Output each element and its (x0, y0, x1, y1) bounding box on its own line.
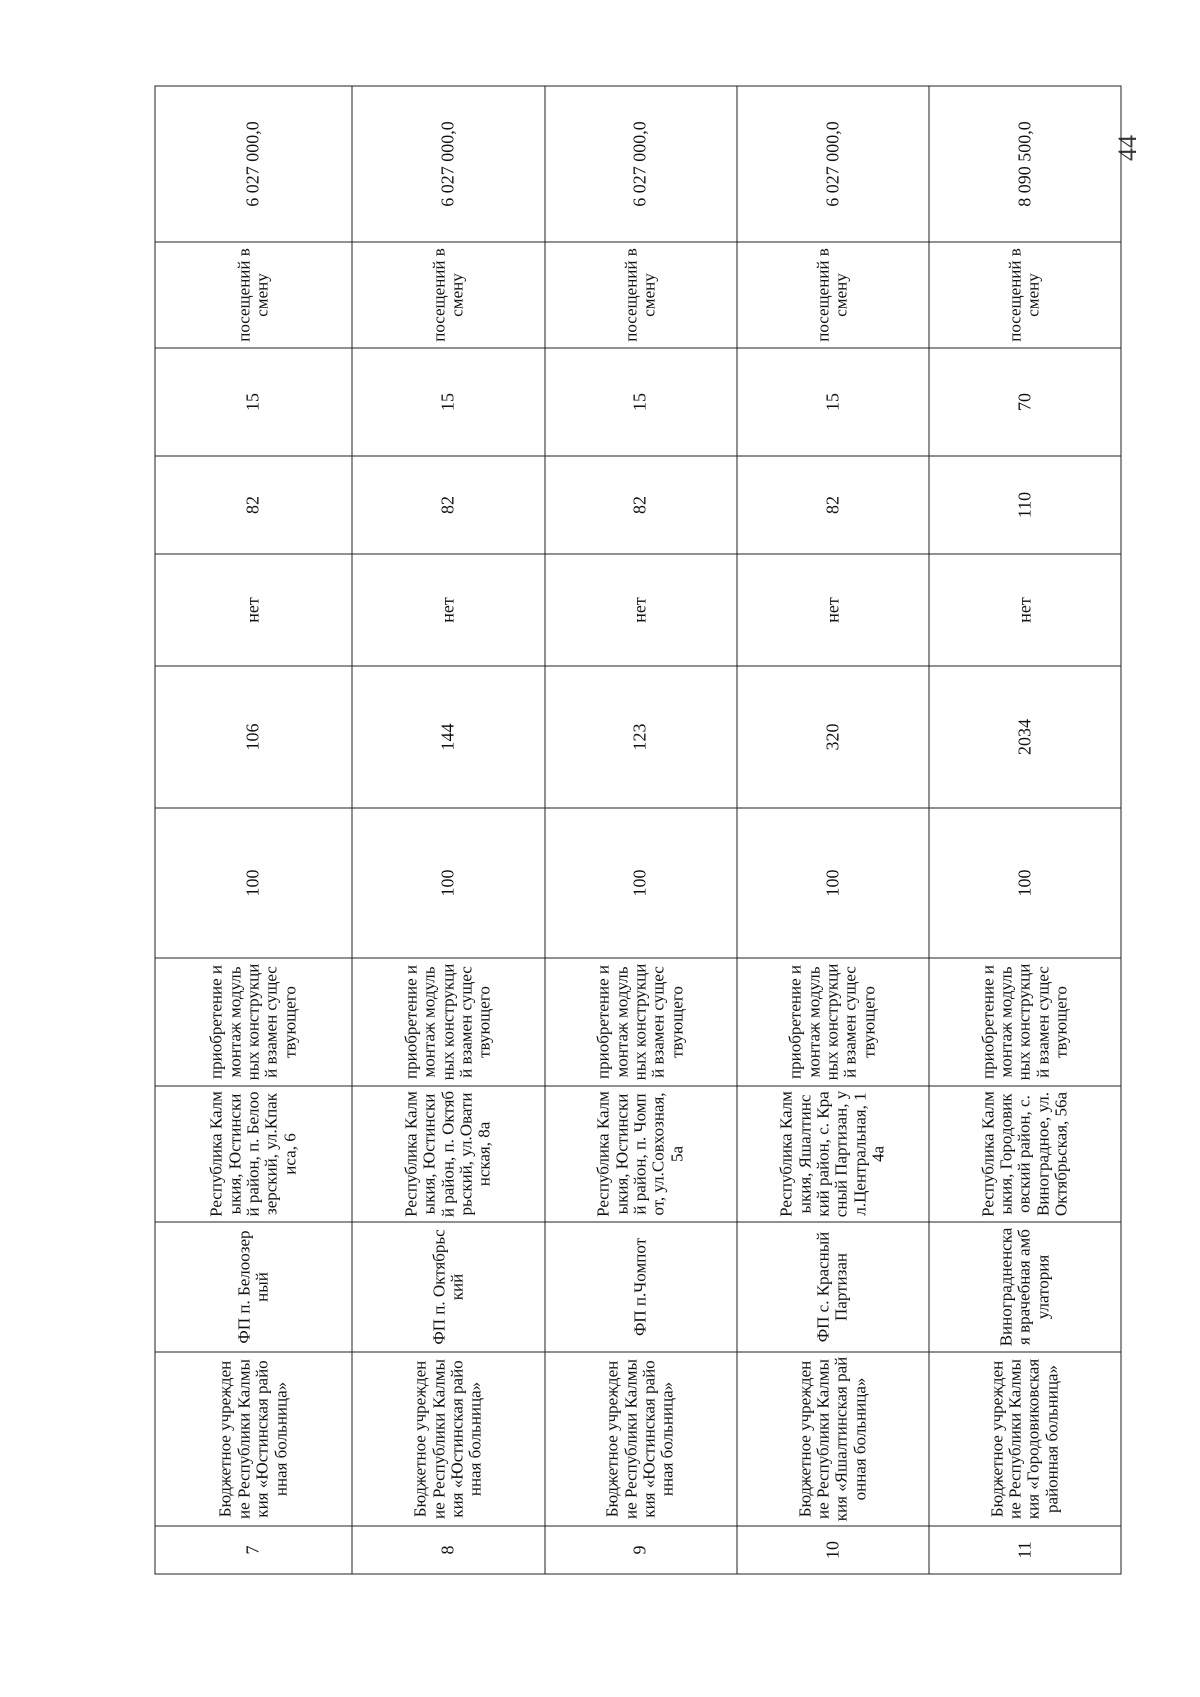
address-cell: Республика Калмыкия, Яшалтинский район, с. Красный Партизан, ул.Центральная, 14а (737, 1086, 929, 1222)
population-cell: 2034 (929, 666, 1121, 808)
percent-cell: 100 (352, 808, 544, 958)
table-row (929, 86, 1121, 1574)
institution-cell: Бюджетное учреждение Республики Калмыкия «Яшалтинская районная больница» (737, 1352, 929, 1526)
page-number: 44 (1113, 135, 1142, 161)
percent-cell: 100 (545, 808, 737, 958)
distance-cell: 82 (352, 456, 544, 554)
cost-cell: 6 027 000,0 (737, 86, 929, 242)
availability-cell: нет (352, 554, 544, 666)
capacity-cell: 70 (929, 348, 1121, 456)
table-row (352, 86, 544, 1574)
row-index: 9 (545, 1526, 737, 1574)
facility-cell: ФП с. Красный Партизан (737, 1222, 929, 1352)
capacity-unit-cell: посещений в смену (737, 242, 929, 348)
distance-cell: 82 (737, 456, 929, 554)
institution-cell: Бюджетное учреждение Республики Калмыкия «Городовиковская районная больница» (929, 1352, 1121, 1526)
work-type-cell: приобретение и монтаж модульных конструкций взамен существующего (352, 958, 544, 1086)
institution-cell: Бюджетное учреждение Республики Калмыкия «Юстинская районная больница» (545, 1352, 737, 1526)
capacity-unit-cell: посещений в смену (545, 242, 737, 348)
capacity-unit-cell: посещений в смену (155, 242, 352, 348)
row-index: 7 (155, 1526, 352, 1574)
availability-cell: нет (155, 554, 352, 666)
work-type-cell: приобретение и монтаж модульных конструкций взамен существующего (929, 958, 1121, 1086)
row-index: 10 (737, 1526, 929, 1574)
capacity-unit-cell: посещений в смену (352, 242, 544, 348)
availability-cell: нет (737, 554, 929, 666)
distance-cell: 82 (155, 456, 352, 554)
percent-cell: 100 (737, 808, 929, 958)
facility-cell: ФП п. Октябрьский (352, 1222, 544, 1352)
address-cell: Республика Калмыкия, Юстинский район, п. Октябрьский, ул.Оватинская, 8а (352, 1086, 544, 1222)
work-type-cell: приобретение и монтаж модульных конструкций взамен существующего (155, 958, 352, 1086)
capacity-cell: 15 (737, 348, 929, 456)
work-type-cell: приобретение и монтаж модульных конструкций взамен существующего (545, 958, 737, 1086)
population-cell: 144 (352, 666, 544, 808)
percent-cell: 100 (155, 808, 352, 958)
cost-cell: 6 027 000,0 (545, 86, 737, 242)
address-cell: Республика Калмыкия, Юстинский район, п. Чомпот, ул.Совхозная, 5а (545, 1086, 737, 1222)
cost-cell: 6 027 000,0 (155, 86, 352, 242)
table-container (155, 120, 1122, 1574)
table-row (545, 86, 737, 1574)
facility-cell: Виноградненская врачебная амбулатория (929, 1222, 1121, 1352)
table-row (737, 86, 929, 1574)
population-cell: 106 (155, 666, 352, 808)
capacity-unit-cell: посещений в смену (929, 242, 1121, 348)
institution-cell: Бюджетное учреждение Республики Калмыкия «Юстинская районная больница» (352, 1352, 544, 1526)
population-cell: 123 (545, 666, 737, 808)
capacity-cell: 15 (155, 348, 352, 456)
address-cell: Республика Калмыкия, Городовиковский район, с. Виноградное, ул. Октябрьская, 56а (929, 1086, 1121, 1222)
institution-cell: Бюджетное учреждение Республики Калмыкия «Юстинская районная больница» (155, 1352, 352, 1526)
work-type-cell: приобретение и монтаж модульных конструкций взамен существующего (737, 958, 929, 1086)
row-index: 11 (929, 1526, 1121, 1574)
availability-cell: нет (929, 554, 1121, 666)
facility-cell: ФП п.Чомпот (545, 1222, 737, 1352)
row-index: 8 (352, 1526, 544, 1574)
distance-cell: 82 (545, 456, 737, 554)
capacity-cell: 15 (545, 348, 737, 456)
facility-cell: ФП п. Белоозерный (155, 1222, 352, 1352)
capacity-cell: 15 (352, 348, 544, 456)
facilities-table (155, 85, 1122, 1574)
population-cell: 320 (737, 666, 929, 808)
distance-cell: 110 (929, 456, 1121, 554)
cost-cell: 8 090 500,0 (929, 86, 1121, 242)
cost-cell: 6 027 000,0 (352, 86, 544, 242)
table-row (155, 86, 352, 1574)
availability-cell: нет (545, 554, 737, 666)
address-cell: Республика Калмыкия, Юстинский район, п. Белоозерский, ул.Кпакиса, 6 (155, 1086, 352, 1222)
percent-cell: 100 (929, 808, 1121, 958)
